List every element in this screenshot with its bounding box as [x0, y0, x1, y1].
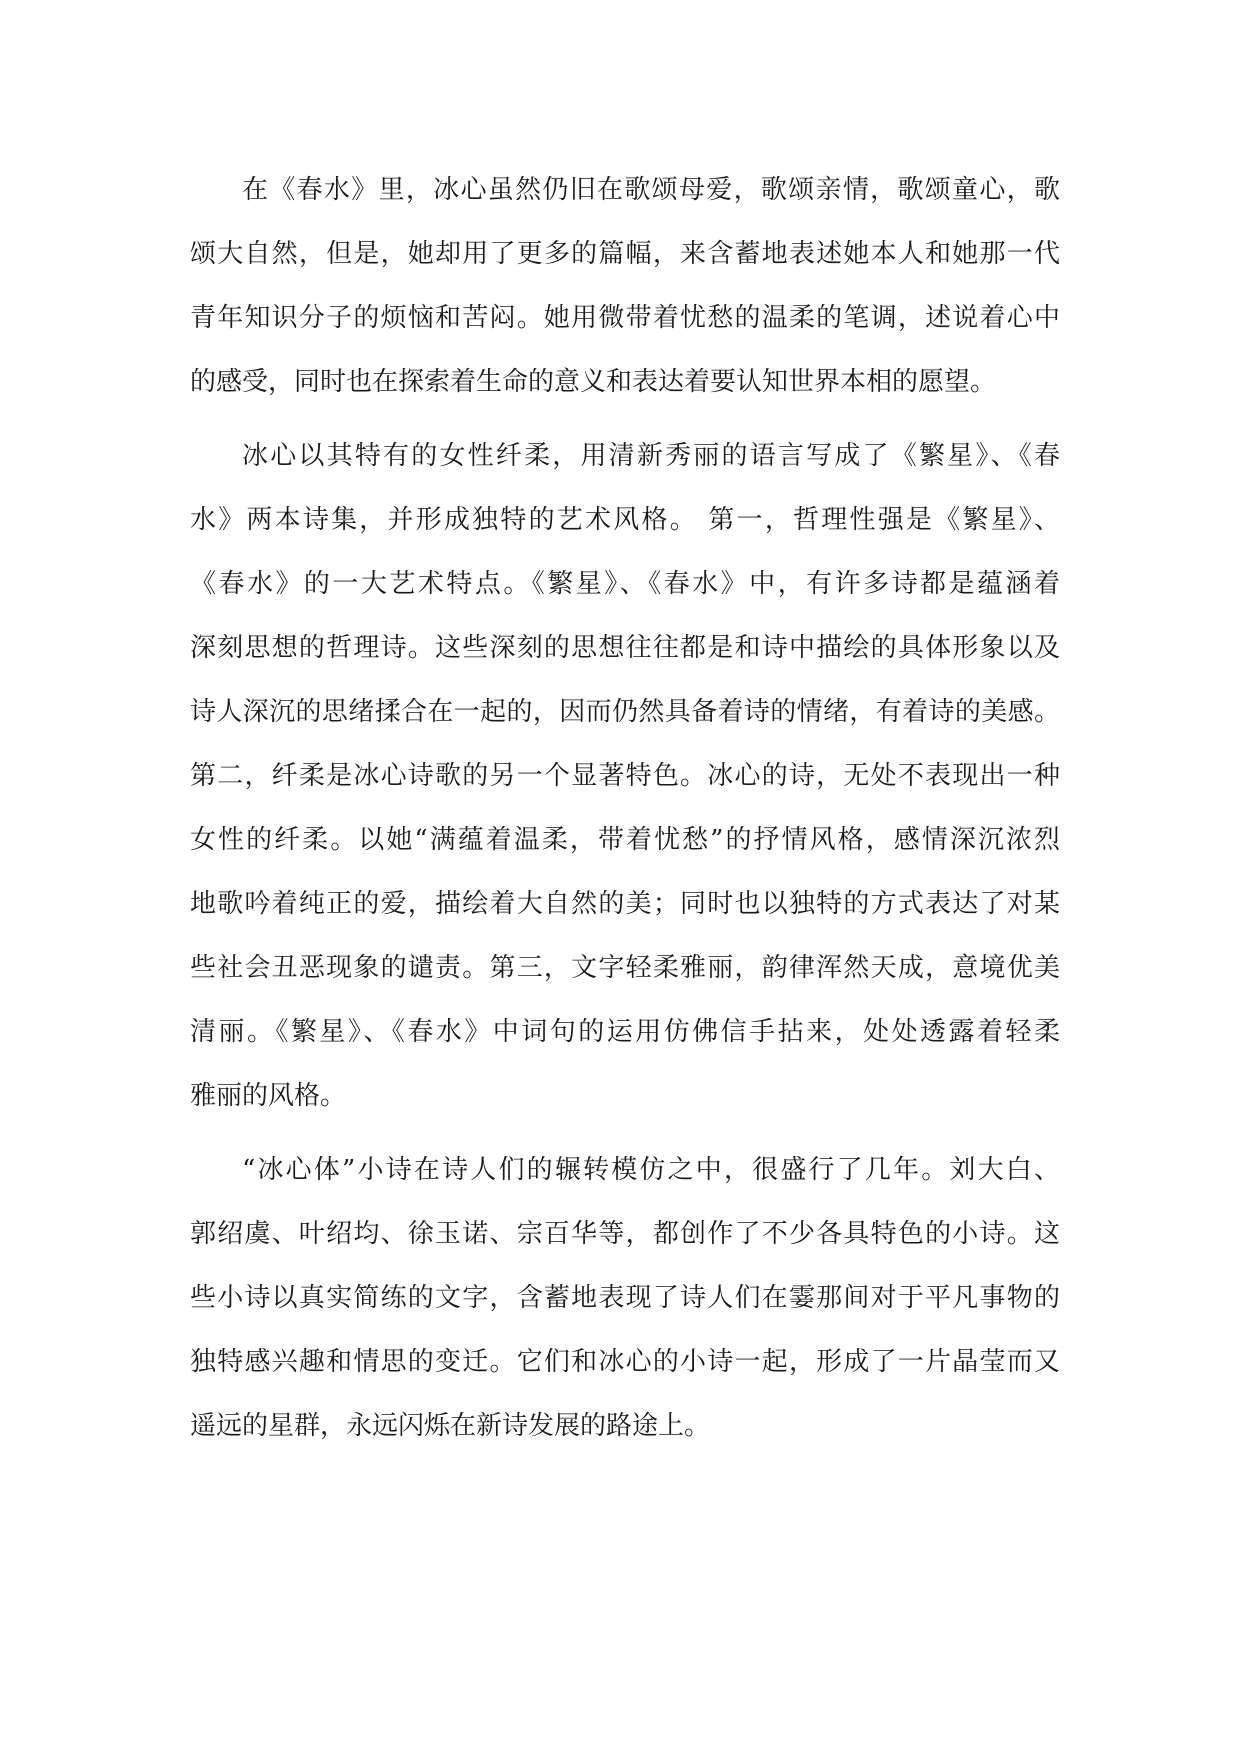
paragraph-line: 《春水》的一大艺术特点。《繁星》、《春水》中，有许多诗都是蕴涵着: [190, 569, 1060, 599]
paragraph-line: 独特感兴趣和情思的变迁。它们和冰心的小诗一起，形成了一片晶莹而又: [190, 1347, 1060, 1377]
paragraph-1: [190, 158, 1060, 414]
paragraph-line: 青年知识分子的烦恼和苦闷。她用微带着忧愁的温柔的笔调，述说着心中: [190, 303, 1060, 333]
paragraph-gap: [190, 1128, 1060, 1138]
paragraph-line: 清丽。《繁星》、《春水》中词句的运用仿佛信手拈来，处处透露着轻柔: [190, 1017, 1060, 1047]
paragraph-line: 的感受，同时也在探索着生命的意义和表达着要认知世界本相的愿望。: [190, 367, 997, 397]
paragraph-2: [190, 424, 1060, 1128]
paragraph-line: “冰心体”小诗在诗人们的辗转模仿之中，很盛行了几年。刘大白、: [242, 1155, 1060, 1185]
paragraph-line: 遥远的星群，永远闪烁在新诗发展的路途上。: [190, 1411, 711, 1441]
paragraph-line: 女性的纤柔。以她“满蕴着温柔，带着忧愁”的抒情风格，感情深沉浓烈: [190, 825, 1060, 855]
body-text: [190, 158, 1060, 1458]
paragraph-line: 些社会丑恶现象的谴责。第三，文字轻柔雅丽，韵律浑然天成，意境优美: [190, 953, 1060, 983]
paragraph-line: 在《春水》里，冰心虽然仍旧在歌颂母爱，歌颂亲情，歌颂童心，歌: [242, 175, 1060, 205]
paragraph-line: 郭绍虞、叶绍均、徐玉诺、宗百华等，都创作了不少各具特色的小诗。这: [190, 1219, 1060, 1249]
paragraph-line: 第二，纤柔是冰心诗歌的另一个显著特色。冰心的诗，无处不表现出一种: [190, 761, 1060, 791]
paragraph-gap: [190, 414, 1060, 424]
paragraph-line: 水》两本诗集，并形成独特的艺术风格。 第一，哲理性强是《繁星》、: [190, 505, 1060, 535]
paragraph-line: 雅丽的风格。: [190, 1081, 347, 1111]
paragraph-line: 深刻思想的哲理诗。这些深刻的思想往往都是和诗中描绘的具体形象以及: [190, 633, 1060, 663]
paragraph-line: 些小诗以真实简练的文字，含蓄地表现了诗人们在霎那间对于平凡事物的: [190, 1283, 1060, 1313]
paragraph-line: 地歌吟着纯正的爱，描绘着大自然的美；同时也以独特的方式表达了对某: [190, 889, 1060, 919]
paragraph-3: [190, 1138, 1060, 1458]
paragraph-line: 颂大自然，但是，她却用了更多的篇幅，来含蓄地表述她本人和她那一代: [190, 239, 1060, 269]
paragraph-line: 诗人深沉的思绪揉合在一起的，因而仍然具备着诗的情绪，有着诗的美感。: [190, 697, 1060, 727]
paragraph-line: 冰心以其特有的女性纤柔，用清新秀丽的语言写成了《繁星》、《春: [242, 441, 1060, 471]
